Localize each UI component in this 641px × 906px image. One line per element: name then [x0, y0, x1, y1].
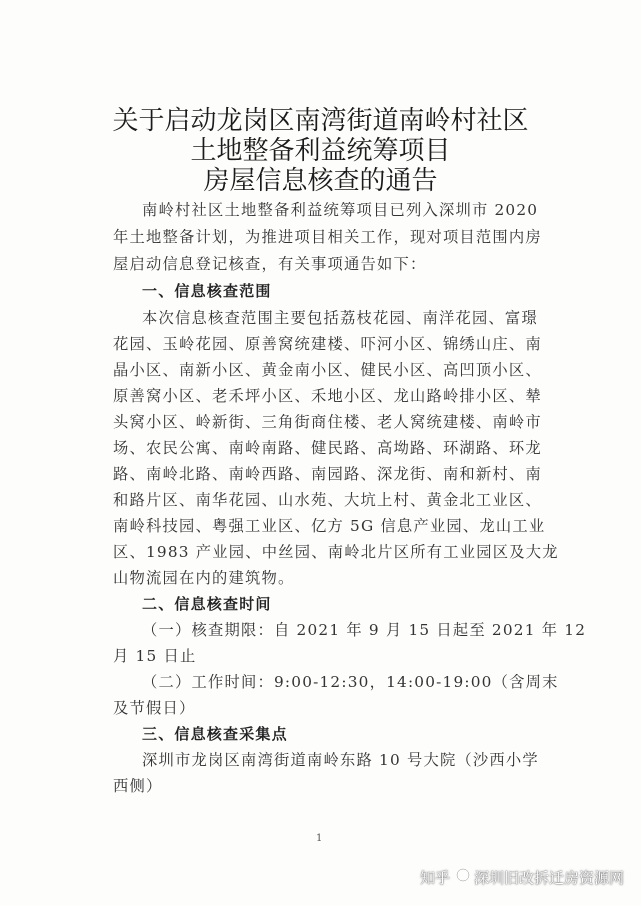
- scope-line: 南岭科技园、粤强工业区、亿方 5G 信息产业园、龙山工业: [113, 517, 546, 535]
- scope-line: 晶小区、南新小区、黄金南小区、健民小区、高凹顶小区、: [113, 361, 542, 379]
- at-icon: [456, 868, 470, 886]
- scope-line: 原善窝小区、老禾坪小区、禾地小区、龙山路岭排小区、辇: [113, 387, 542, 405]
- scope-line: 花园、玉岭花园、原善窝统建楼、吓河小区、锦绣山庄、南: [113, 335, 542, 353]
- location-line: 深圳市龙岗区南湾街道南岭东路 10 号大院（沙西小学: [142, 751, 539, 769]
- scope-line: 和路片区、南华花园、山水苑、大坑上村、黄金北工业区、: [113, 491, 542, 509]
- scope-line: 本次信息核查范围主要包括荔枝花园、南洋花园、富璟: [142, 309, 538, 327]
- scope-line: 区、1983 产业园、中丝园、南岭北片区所有工业园区及大龙: [113, 543, 559, 561]
- watermark: [420, 866, 624, 888]
- section-heading-scope: 一、信息核查范围: [142, 282, 272, 300]
- scope-line: 路、南岭北路、南岭西路、南园路、深龙街、南和新村、南: [113, 465, 542, 483]
- scope-line: 头窝小区、岭新街、三角街商住楼、老人窝统建楼、南岭市: [113, 413, 542, 431]
- time-line: （二）工作时间：9:00-12:30，14:00-19:00（含周末: [142, 673, 559, 691]
- section-heading-time: 二、信息核查时间: [142, 595, 272, 613]
- page-number: 1: [316, 833, 323, 844]
- watermark-source: 知乎: [420, 868, 451, 887]
- section-heading-location: 三、信息核查采集点: [142, 725, 288, 743]
- time-line: 月 15 日止: [113, 647, 197, 665]
- document-title-line-1: 关于启动龙岗区南湾街道南岭村社区: [112, 106, 529, 136]
- time-line: （一）核查期限：自 2021 年 9 月 15 日起至 2021 年 12: [142, 621, 587, 639]
- document-title-line-3: 房屋信息核查的通告: [203, 166, 438, 196]
- location-line: 西侧）: [113, 777, 163, 795]
- document-title-line-2: 土地整备利益统筹项目: [190, 136, 451, 166]
- watermark-author: 深圳旧改拆迁房资源网: [474, 868, 625, 887]
- scope-line: 山物流园在内的建筑物。: [113, 569, 295, 587]
- time-line: 及节假日）: [113, 699, 196, 717]
- intro-line: 年土地整备计划，为推进项目相关工作，现对项目范围内房: [113, 228, 542, 246]
- scope-line: 场、农民公寓、南岭南路、健民路、高坳路、环湖路、环龙: [113, 439, 542, 457]
- intro-line: 南岭村社区土地整备利益统筹项目已列入深圳市 2020: [142, 201, 539, 219]
- intro-line: 屋启动信息登记核查，有关事项通告如下：: [113, 255, 427, 273]
